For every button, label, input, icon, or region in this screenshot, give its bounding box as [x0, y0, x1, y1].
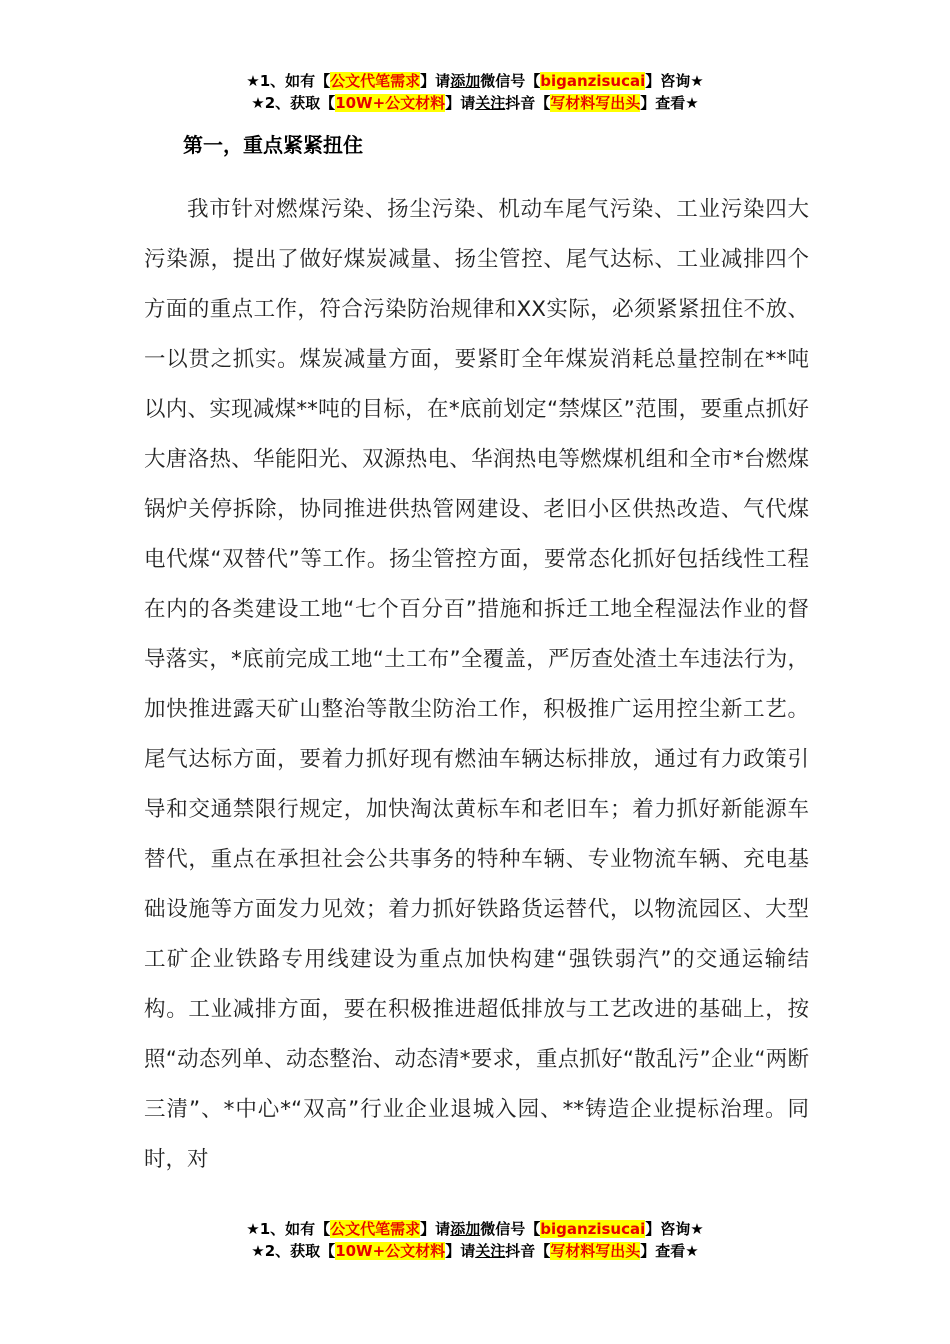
notice-highlight: 公文代笔需求: [330, 1220, 421, 1238]
notice-text: 微信号【: [480, 72, 541, 90]
notice-douyin-name: 写材料写出头: [550, 94, 641, 112]
notice-douyin-name: 写材料写出头: [550, 1242, 641, 1260]
notice-text: 】请: [420, 1220, 451, 1238]
notice-text: 】查看★: [640, 1242, 699, 1260]
notice-highlight: 10W+公文材料: [335, 94, 446, 112]
notice-text: 】咨询★: [645, 72, 704, 90]
notice-line-1: [0, 70, 950, 92]
notice-line-1: [0, 1218, 950, 1240]
notice-text: 抖音【: [505, 94, 551, 112]
notice-text: 】查看★: [640, 94, 699, 112]
notice-underline: 添加: [450, 1220, 481, 1238]
notice-text: 】请: [445, 1242, 476, 1260]
notice-text: ★1、如有【: [246, 72, 331, 90]
footer-notice: [0, 1218, 950, 1262]
notice-text: ★2、获取【: [251, 1242, 336, 1260]
body-paragraph: 我市针对燃煤污染、扬尘污染、机动车尾气污染、工业污染四大污染源，提出了做好煤炭减量、扬尘管控、尾气达标、工业减排四个方面的重点工作，符合污染防治规律和XX实际，必须紧紧扭住不放、一以贯之抓实。煤炭减量方面，要紧盯全年煤炭消耗总量控制在**吨以内、实现减煤**吨的目标，在*底前划定“禁煤区”范围，要重点抓好大唐洛热、华能阳光、双源热电、华润热电等燃煤机组和全市*台燃煤锅炉关停拆除，协同推进供热管网建设、老旧小区供热改造、气代煤电代煤“双替代”等工作。扬尘管控方面，要常态化抓好包括线性工程在内的各类建设工地“七个百分百”措施和拆迁工地全程湿法作业的督导落实，*底前完成工地“土工布”全覆盖，严厉查处渣土车违法行为，加快推进露天矿山整治等散尘防治工作，积极推广运用控尘新工艺。尾气达标方面，要着力抓好现有燃油车辆达标排放，通过有力政策引导和交通禁限行规定，加快淘汰黄标车和老旧车；着力抓好新能源车替代，重点在承担社会公共事务的特种车辆、专业物流车辆、充电基础设施等方面发力见效；着力抓好铁路货运替代，以物流园区、大型工矿企业铁路专用线建设为重点加快构建“强铁弱汽”的交通运输结构。工业减排方面，要在积极推进超低排放与工艺改进的基础上，按照“动态列单、动态整治、动态清*要求，重点抓好“散乱污”企业“两断三清”、*中心*“双高”行业企业退城入园、**铸造企业提标治理。同时，对: [144, 197, 809, 1172]
notice-underline: 关注: [475, 1242, 506, 1260]
notice-text: 】咨询★: [645, 1220, 704, 1238]
section-heading: 第一，重点紧紧扭住: [183, 133, 363, 157]
notice-wechat-id: biganzisucai: [540, 1220, 646, 1238]
notice-line-2: [0, 92, 950, 114]
notice-text: ★1、如有【: [246, 1220, 331, 1238]
notice-text: 微信号【: [480, 1220, 541, 1238]
notice-text: 】请: [420, 72, 451, 90]
notice-text: 】请: [445, 94, 476, 112]
header-notice: [0, 70, 950, 114]
notice-text: 抖音【: [505, 1242, 551, 1260]
notice-underline: 添加: [450, 72, 481, 90]
notice-wechat-id: biganzisucai: [540, 72, 646, 90]
notice-text: ★2、获取【: [251, 94, 336, 112]
notice-highlight: 10W+公文材料: [335, 1242, 446, 1260]
notice-underline: 关注: [475, 94, 506, 112]
notice-line-2: [0, 1240, 950, 1262]
notice-highlight: 公文代笔需求: [330, 72, 421, 90]
